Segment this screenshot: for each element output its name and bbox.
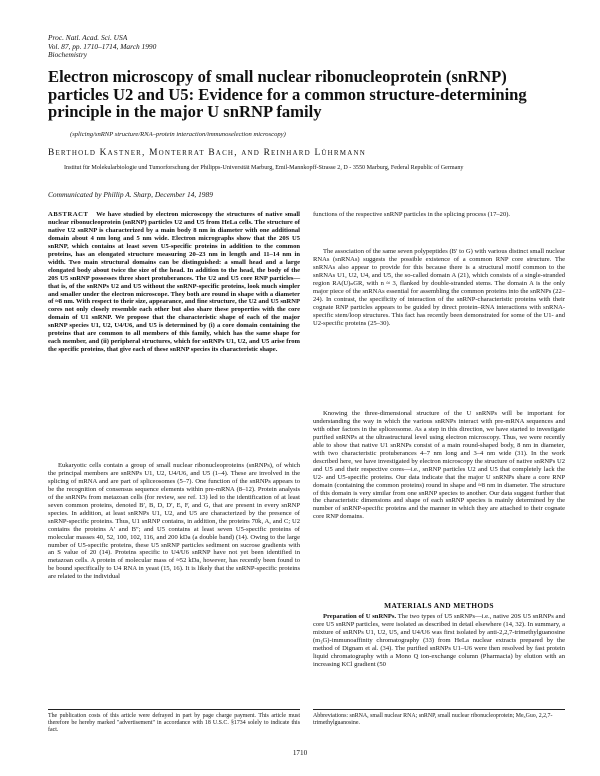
right-column-paragraph-1: functions of the respective snRNP particles in the splicing process (17–20). — [313, 211, 511, 218]
footnote-rule-right — [313, 709, 565, 710]
abstract-label: ABSTRACT — [48, 211, 89, 218]
authors: Berthold Kastner, Monterrat Bach, and Reinhard Lührmann — [48, 148, 366, 158]
journal-section: Biochemistry — [48, 50, 87, 60]
footnote-abbreviations: Abbreviations: snRNA, small nuclear RNA; snRNP, small nuclear ribonucleoprotein; Me₃Guo, 2,2,7-trimethylguanosine. — [313, 713, 553, 726]
abstract — [48, 211, 300, 354]
introduction-paragraph: Eukaryotic cells contain a group of small nuclear ribonucleoproteins (snRNPs), of which the principal members are snRNPs U1, U2, U4/U6, and U5 (1–4). These are involved in the splicing of mRNA and are part of spliceosomes (5–7). One function of the snRNPs appears to be the recognition of consensus sequence elements within pre-mRNA (8–12). Protein analysis of the snRNPs from metazoan cells (for review, see ref. 13) led to the identification of at least seven common proteins, denoted B′, B, D, D′, E, F, and G, that are present in every snRNP species. In addition, at least snRNPs U1, U2, and U5 are characterized by the presence of snRNP-specific proteins. Thus, U1 snRNP contains, in addition, the proteins 70k, A, and C; U2 contains the proteins A′ and B″; and U5 contains at least seven U5-specific proteins of molecular masses 40, 52, 100, 102, 116, and 200 kDa (a double band) (14). Owing to the large number of U5-specific proteins, these U5 snRNP particles sediment on sucrose gradients with an S value of 20 (14). Proteins specific to U4/U6 snRNP have not yet been identified in metazoan cells. A protein of molecular mass of ≈52 kDa, however, has recently been found to be bound specifically to U4 RNA in yeast (15, 16). It is likely that the snRNP-specific proteins are related to the individual — [48, 462, 300, 581]
journal-name: Proc. Natl. Acad. Sci. USA — [48, 33, 128, 42]
article-title: Electron microscopy of small nuclear ribonucleoprotein (snRNP) particles U2 and U5: Evidence for a common structure-determining principle in the major U snRNP family — [48, 67, 527, 121]
journal-header — [48, 34, 156, 60]
methods-heading: MATERIALS AND METHODS — [384, 601, 494, 610]
affiliation: Institut für Molekularbiologie und Tumorforschung der Philipps-Universität Marburg, Emil-Mannkopff-Strasse 2, D - 3550 Marburg, Federal Republic of Germany — [64, 165, 464, 171]
footnote-rule-left — [48, 709, 300, 710]
right-column-paragraph-2: The association of the same seven polypeptides (B′ to G) with various distinct small nuclear RNAs (snRNAs) suggests the possible existence of a common RNP core structure. The snRNAs also appear to provide for this because there is a structural motif common to the snRNAs U1, U2, U4, and U5, the so-called domain A (21), which consists of a single-stranded region RA(U)ₙGR, with n ≈ 3, flanked by double-stranded stems. The domain A is the only major piece of the snRNAs essential for assembling the common proteins into the snRNPs (22–24). In contrast, the specificity of interaction of the snRNP-characteristic proteins with their cognate RNP particles appears to be guided by direct protein–RNA interactions with snRNA-specific stem/loop structures. This fact has recently been demonstrated for some of the U1- and U2-specific proteins (25–30). — [313, 248, 565, 327]
communicated-by: Communicated by Phillip A. Sharp, December 14, 1989 — [48, 190, 213, 199]
footnote-publication-costs: The publication costs of this article were defrayed in part by page charge payment. This article must therefore be hereby marked "advertisement" in accordance with 18 U.S.C. §1734 solely to indicate this fact. — [48, 713, 300, 733]
methods-runin-heading: Preparation of U snRNPs. — [323, 613, 397, 620]
abstract-text: We have studied by electron microscopy the structures of native small nuclear ribonucleoprotein (snRNP) particles U2 and U5 from HeLa cells. The structure of native U2 snRNP is characterized by a main body 8 nm in diameter with one additional domain about 4 nm long and 5 nm wide. Electron micrographs show that the 20S U5 snRNP, which contains at least seven U5-specific proteins in addition to the common proteins, has an elongated structure measuring 20–23 nm in length and 11–14 nm in width. Two main structural domains can be distinguished: a small head and a large elongated body about twice the size of the head. In addition to the head, the body of the 20S U5 snRNP possesses three short protuberances. The U2 and U5 core RNP particles—that is, of the snRNPs U2 and U5 without the snRNP-specific proteins, look much simpler and smaller under the electron microscope. They both are round in shape with a diameter of ≈8 nm. With respect to their size, appearance, and fine structure, the U2 and U5 snRNP cores not only closely resemble each other but also share these properties with the core domain of U1 snRNP. We propose that the characteristic shape of each of the major snRNP species U1, U2, U4/U6, and U5 is determined by (i) a core domain containing the proteins that are common to all members of this family, which has the same shape for each member, and (ii) peripheral structures, which for snRNPs U1, U2, and U5 arise from the specific proteins, that give each of these snRNP species its characteristic shape. — [48, 211, 300, 354]
keywords: (splicing/snRNP structure/RNA–protein interaction/immunoselection microscopy) — [70, 131, 286, 138]
journal-volume: Vol. 87, pp. 1710–1714, March 1990 — [48, 41, 157, 51]
right-column-paragraph-3: Knowing the three-dimensional structure of the U snRNPs will be important for understanding the way in which the various snRNPs interact with pre-mRNA sequences and with other factors in the spliceosome. As a step in this direction, we have started to investigate purified snRNPs at the ultrastructural level using electron microscopy. Thus, we were recently able to show that native U1 snRNPs consist of a main round-shaped body, 8 nm in diameter, with two characteristic protuberances 4–7 nm long and 3–4 nm wide (31). In the work described here, we have investigated by electron microscopy the structure of native snRNPs U2 and U5 and their respective cores—i.e., snRNP particles U2 and U5 that completely lack the U2- and U5-specific proteins. Our data indicate that the major U snRNPs share a core RNP domain (containing the common proteins) round in shape and ≈8 nm in diameter. The structure of this domain is very similar from one snRNP species to another. Our data suggest further that the characteristic dimensions and shape of each snRNP species is mainly determined by the number of snRNP-specific proteins and the manner in which they are attached to their cognate core RNP domains. — [313, 410, 565, 521]
methods-paragraph — [313, 613, 565, 669]
page-number: 1710 — [292, 749, 308, 757]
methods-text: The two types of U5 snRNPs—i.e., native 20S U5 snRNPs and core U5 snRNP particles, were isolated as described in detail elsewhere (14, 32). In summary, a mixture of snRNPs U1, U2, U5, and U4/U6 was first isolated by anti-2,2,7-trimethylguanosine (m₃G)-immunoaffinity chromatography (33) from HeLa nuclear extracts prepared by the method of Dignam et al. (34). The purified snRNPs U1–U6 were then resolved by fast protein liquid chromatography with a Mono Q ion-exchange column (Pharmacia) by elution with an increasing KCl gradient (50 — [313, 613, 565, 668]
